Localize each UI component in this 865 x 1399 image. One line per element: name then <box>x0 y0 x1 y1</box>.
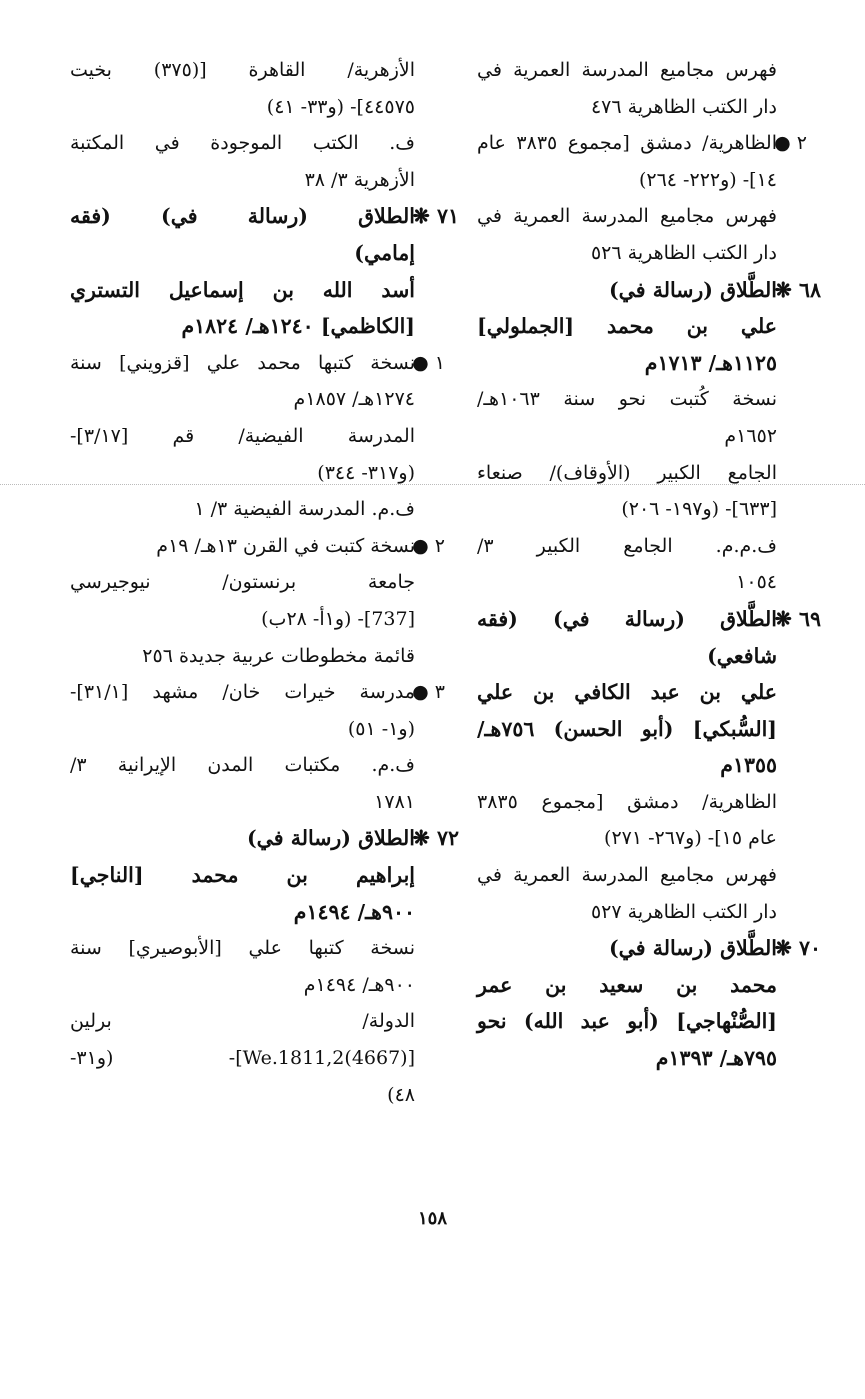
text-line <box>477 162 777 199</box>
line-text: (و١- ٥١) <box>347 717 415 740</box>
line-text: الطَّلاق (رسالة في) <box>608 277 777 302</box>
entry-heading-line <box>477 638 777 675</box>
line-text: ٧٩٥هـ/ ١٣٩٣م <box>655 1046 777 1071</box>
text-line <box>70 491 415 528</box>
line-text: الظاهرية/ دمشق [مجموع ٣٨٣٥ <box>477 790 777 813</box>
right-column <box>477 52 821 1077</box>
line-text: ٤٨) <box>387 1083 415 1106</box>
text-line <box>70 381 415 418</box>
text-line <box>70 162 415 199</box>
entry-heading-line <box>70 198 459 235</box>
text-line <box>70 601 415 638</box>
entry-number: ١ ● <box>412 351 445 374</box>
entry-heading-line <box>70 308 415 345</box>
line-text: ف. الكتب الموجودة في المكتبة <box>70 132 415 155</box>
text-line <box>477 857 777 894</box>
line-text: جامعة برنستون/ نيوجيرسي <box>70 571 415 594</box>
line-text: ١٧٨١ <box>374 790 415 813</box>
text-line <box>477 528 777 565</box>
text-line <box>70 1040 415 1077</box>
entry-number: ٢ ● <box>412 534 445 557</box>
text-line <box>70 528 445 565</box>
text-line <box>477 198 777 235</box>
line-text: الأزهرية/ القاهرة [(٣٧٥) بخيت <box>70 59 415 81</box>
line-text: الأزهرية ٣/ ٣٨ <box>304 168 415 191</box>
line-text: نسخة كُتبت نحو سنة ١٠٦٣هـ/ <box>477 388 777 411</box>
text-line <box>70 711 415 748</box>
entry-heading-line <box>70 235 415 272</box>
text-line <box>70 747 415 784</box>
line-text: مدرسة خيرات خان/ مشهد [٣١/١]- <box>70 681 415 704</box>
line-text: ٩٠٠هـ/ ١٤٩٤م <box>303 973 415 996</box>
line-text: شافعي) <box>707 643 777 668</box>
entry-heading-line <box>70 857 415 894</box>
line-text: الطَّلاق (رسالة في) <box>608 936 777 961</box>
text-line <box>477 820 777 857</box>
line-text: [٦٣٣]- (و١٩٧- ٢٠٦) <box>621 498 777 521</box>
line-text: [737]- (و١أ- ٢٨ب) <box>261 607 415 630</box>
line-text: [(4667)We.1811,2]- (و٣١- <box>70 1047 415 1070</box>
entry-heading-line <box>477 674 777 711</box>
text-line <box>477 89 777 126</box>
entry-number: ٦٩ ❋ <box>774 606 821 631</box>
entry-number: ٧٢ ❋ <box>412 826 459 851</box>
text-line <box>70 967 415 1004</box>
line-text: قائمة مخطوطات عربية جديدة ٢٥٦ <box>142 644 415 667</box>
line-text: ١٢٧٤هـ/ ١٨٥٧م <box>293 388 415 411</box>
entry-heading-line <box>477 1003 777 1040</box>
line-text: دار الكتب الظاهرية ٥٢٧ <box>590 900 777 923</box>
line-text: ف.م.م. الجامع الكبير ٣/ <box>477 534 777 557</box>
line-text: إمامي) <box>354 240 415 265</box>
entry-heading-line <box>70 272 415 309</box>
line-text: [الصُّنْهاجي] (أبو عبد الله) نحو <box>477 1009 777 1034</box>
text-line <box>477 491 777 528</box>
text-line <box>477 784 777 821</box>
text-line <box>70 1077 415 1114</box>
line-text: فهرس مجاميع المدرسة العمرية في <box>477 205 777 228</box>
entry-heading-line <box>477 930 821 967</box>
entry-heading-line <box>70 894 415 931</box>
text-line <box>70 564 415 601</box>
line-text: نسخة كتبت في القرن ١٣هـ/ ١٩م <box>156 534 415 557</box>
text-line <box>477 235 777 272</box>
entry-heading-line <box>477 967 777 1004</box>
line-text: الطلاق (رسالة في) (فقه <box>70 204 415 229</box>
entry-heading-line <box>477 308 777 345</box>
text-line <box>477 418 777 455</box>
text-line <box>70 784 415 821</box>
page-number: ١٥٨ <box>417 1208 447 1229</box>
text-line <box>70 345 445 382</box>
line-text: ف.م. مكتبات المدن الإيرانية ٣/ <box>70 754 415 777</box>
text-line <box>477 125 807 162</box>
line-text: نسخة كتبها محمد علي [قزويني] سنة <box>70 351 415 374</box>
line-text: ١٦٥٢م <box>724 424 777 447</box>
entry-heading-line <box>477 747 777 784</box>
text-line <box>70 89 415 126</box>
line-text: (و٣١٧- ٣٤٤) <box>317 461 415 484</box>
line-text: عام ١٥]- (و٢٦٧- ٢٧١) <box>604 827 777 850</box>
line-text: [الكاظمي] ١٢٤٠هـ/ ١٨٢٤م <box>181 314 415 339</box>
text-line <box>70 125 415 162</box>
line-text: فهرس مجاميع المدرسة العمرية في <box>477 59 777 81</box>
line-text: الظاهرية/ دمشق [مجموع ٣٨٣٥ عام <box>477 132 777 155</box>
line-text: دار الكتب الظاهرية ٥٢٦ <box>590 241 777 264</box>
line-text: ١٠٥٤ <box>736 571 777 594</box>
text-line <box>70 418 415 455</box>
entry-number: ٣ ● <box>412 681 445 704</box>
line-text: فهرس مجاميع المدرسة العمرية في <box>477 864 777 887</box>
line-text: الطَّلاق (رسالة في) (فقه <box>477 606 777 631</box>
line-text: ١١٢٥هـ/ ١٧١٣م <box>644 350 777 375</box>
line-text: محمد بن سعيد بن عمر <box>477 972 777 997</box>
line-text: الدولة/ برلين <box>70 1010 415 1033</box>
entry-number: ٧١ ❋ <box>412 204 459 229</box>
text-line <box>477 564 777 601</box>
text-line <box>477 381 777 418</box>
line-text: نسخة كتبها علي [الأبوصيري] سنة <box>70 937 415 960</box>
line-text: دار الكتب الظاهرية ٤٧٦ <box>590 95 777 118</box>
entry-number: ٧٠ ❋ <box>774 936 821 961</box>
line-text: ١٣٥٥م <box>720 753 777 778</box>
line-text: ١٤]- (و٢٢٢- ٢٦٤) <box>638 168 777 191</box>
text-line <box>70 455 415 492</box>
text-line <box>70 52 415 89</box>
line-text: أسد الله بن إسماعيل التستري <box>70 277 415 302</box>
line-text: الجامع الكبير (الأوقاف)/ صنعاء <box>477 461 777 484</box>
line-text: المدرسة الفيضية/ قم [٣/١٧]- <box>70 424 415 447</box>
text-line <box>477 894 777 931</box>
entry-heading-line <box>70 820 459 857</box>
line-text: علي بن عبد الكافي بن علي <box>477 680 777 705</box>
entry-number: ٦٨ ❋ <box>774 277 821 302</box>
line-text: إبراهيم بن محمد [الناجي] <box>70 863 415 888</box>
text-line <box>477 455 777 492</box>
entry-heading-line <box>477 1040 777 1077</box>
entry-heading-line <box>477 711 777 748</box>
line-text: الطلاق (رسالة في) <box>246 826 415 851</box>
line-text: ٩٠٠هـ/ ١٤٩٤م <box>293 899 415 924</box>
line-text: علي بن محمد [الجملولي] <box>477 314 777 339</box>
line-text: ف.م. المدرسة الفيضية ٣/ ١ <box>194 498 415 521</box>
entry-heading-line <box>477 345 777 382</box>
text-line <box>70 1003 415 1040</box>
left-column <box>70 52 459 1113</box>
text-line <box>70 930 415 967</box>
line-text: ٤٤٥٧٥]- (و٣٣- ٤١) <box>266 95 415 118</box>
entry-heading-line <box>477 601 821 638</box>
text-line <box>477 52 777 89</box>
entry-heading-line <box>477 272 821 309</box>
text-line <box>70 638 415 675</box>
text-line <box>70 674 445 711</box>
line-text: [السُّبكي] (أبو الحسن) ٧٥٦هـ/ <box>477 716 777 741</box>
entry-number: ٢ ● <box>774 132 807 155</box>
